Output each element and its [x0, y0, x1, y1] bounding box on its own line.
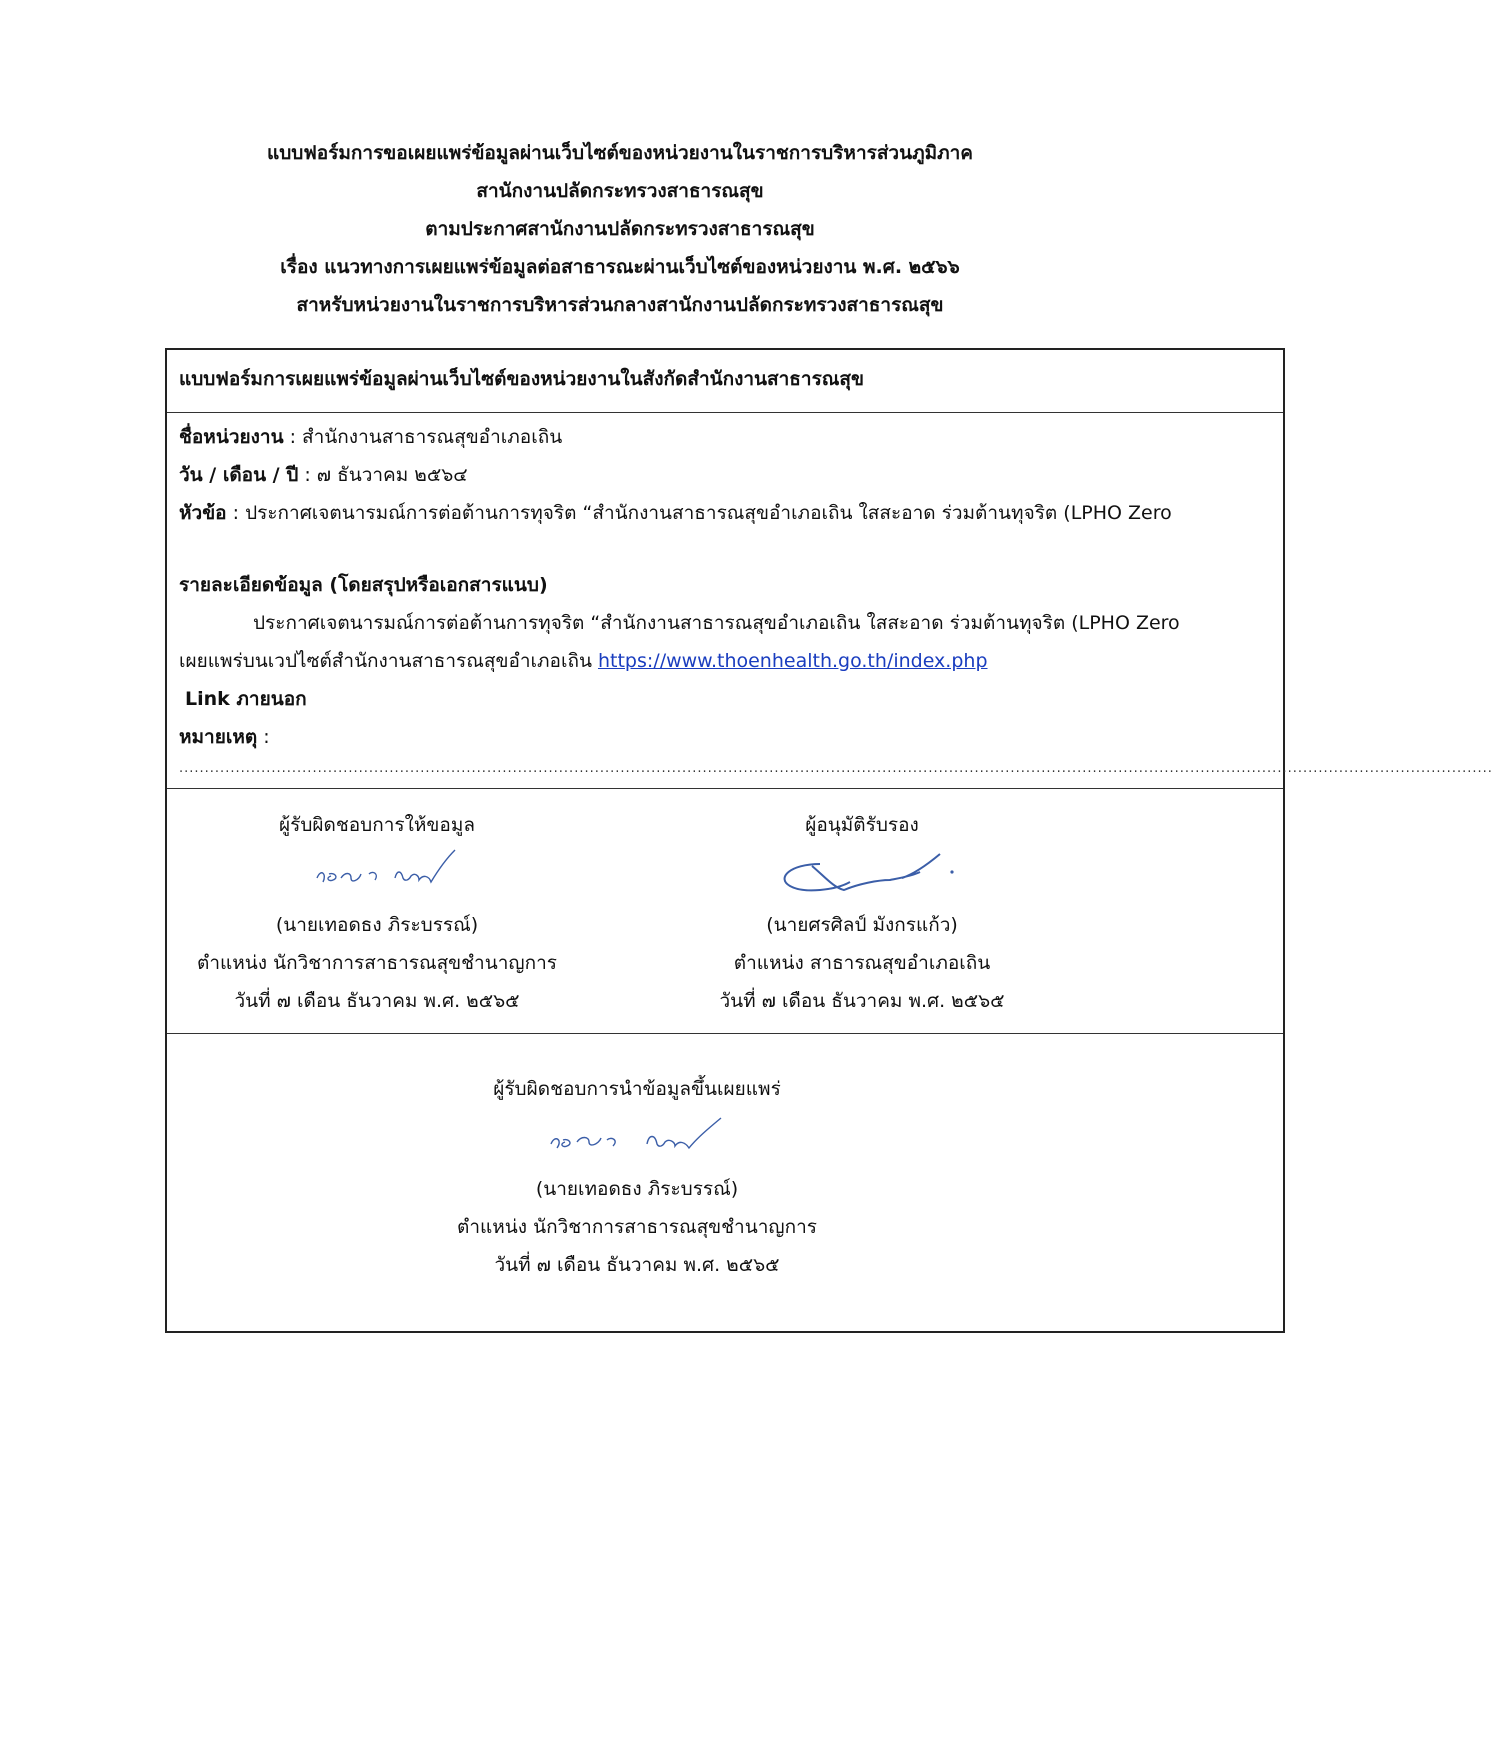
responsible-signature-image — [277, 844, 477, 902]
responsible-position: ตำแหน่ง นักวิชาการสาธารณสุขชำนาญการ — [197, 952, 557, 974]
detail-label: รายละเอียดข้อมูล (โดยสรุปหรือเอกสารแนบ) — [179, 574, 548, 596]
topic-label: หัวข้อ — [179, 502, 227, 524]
publisher-signature-block — [377, 1070, 897, 1284]
date-label: วัน / เดือน / ปี — [179, 464, 299, 486]
responsible-signature-block — [167, 806, 587, 1020]
date-row — [179, 460, 468, 490]
detail-line-2 — [179, 646, 988, 676]
heading-line-5: สาหรับหน่วยงานในราชการบริหารส่วนกลางสานักงานปลัดกระทรวงสาธารณสุข — [296, 294, 944, 316]
document-heading — [0, 134, 1240, 324]
responsible-date: วันที่ ๗ เดือน ธันวาคม พ.ศ. ๒๕๖๕ — [234, 990, 520, 1012]
detail-line-1: ประกาศเจตนารมณ์การต่อต้านการทุจริต “สำนักงานสาธารณสุขอำเภอเถิน ใสสะอาด ร่วมต้านทุจริต (LPHO Zero — [253, 612, 1180, 634]
publisher-position: ตำแหน่ง นักวิชาการสาธารณสุขชำนาญการ — [457, 1216, 817, 1238]
approver-name: (นายศรศิลป์ มังกรแก้ว) — [766, 914, 958, 936]
external-link-label: Link ภายนอก — [185, 688, 307, 710]
form-title: แบบฟอร์มการเผยแพร่ข้อมูลผ่านเว็บไซต์ของหน่วยงานในสังกัดสำนักงานสาธารณสุข — [179, 368, 864, 390]
publisher-date: วันที่ ๗ เดือน ธันวาคม พ.ศ. ๒๕๖๕ — [494, 1254, 780, 1276]
approver-signature-block — [657, 806, 1067, 1020]
topic-value: : ประกาศเจตนารมณ์การต่อต้านการทุจริต “สำนักงานสาธารณสุขอำเภอเถิน ใสสะอาด ร่วมต้านทุจริต (LPHO Zero — [226, 502, 1172, 524]
date-value: : ๗ ธันวาคม ๒๕๖๔ — [298, 464, 468, 486]
approver-signature-image — [742, 844, 982, 902]
detail-line-2-prefix: เผยแพร่บนเวปไซต์สำนักงานสาธารณสุขอำเภอเถิน — [179, 650, 598, 672]
remark-label: หมายเหตุ — [179, 726, 258, 748]
approver-position: ตำแหน่ง สาธารณสุขอำเภอเถิน — [733, 952, 991, 974]
publisher-signature-image — [507, 1108, 767, 1166]
remark-row — [179, 722, 270, 752]
website-link[interactable]: https://www.thoenhealth.go.th/index.php — [597, 650, 988, 672]
heading-line-1: แบบฟอร์มการขอเผยแพร่ข้อมูลผ่านเว็บไซต์ของหน่วยงานในราชการบริหารส่วนภูมิภาค — [266, 142, 974, 164]
publisher-role: ผู้รับผิดชอบการนำข้อมูลขึ้นเผยแพร่ — [493, 1078, 781, 1100]
approver-date: วันที่ ๗ เดือน ธันวาคม พ.ศ. ๒๕๖๕ — [719, 990, 1005, 1012]
heading-line-3: ตามประกาศสานักงานปลัดกระทรวงสาธารณสุข — [425, 218, 815, 240]
responsible-name: (นายเทอดธง ภิระบรรณ์) — [275, 914, 479, 936]
remark-value: : — [257, 726, 270, 748]
section-divider-2 — [167, 1033, 1283, 1034]
dotted-line: ................................................................................................................................................................................................................................................................ — [179, 761, 1493, 776]
publisher-name: (นายเทอดธง ภิระบรรณ์) — [535, 1178, 739, 1200]
form-title-row — [167, 350, 1283, 413]
agency-value: : สำนักงานสาธารณสุขอำเภอเถิน — [283, 426, 563, 448]
section-divider-1 — [167, 788, 1283, 789]
agency-label: ชื่อหน่วยงาน — [179, 426, 284, 448]
topic-row — [179, 498, 1172, 528]
publication-form — [165, 348, 1493, 1333]
heading-line-2: สานักงานปลัดกระทรวงสาธารณสุข — [476, 180, 764, 202]
agency-row — [179, 422, 562, 452]
approver-role: ผู้อนุมัติรับรอง — [805, 814, 919, 836]
responsible-role: ผู้รับผิดชอบการให้ขอมูล — [279, 814, 475, 836]
heading-line-4: เรื่อง แนวทางการเผยแพร่ข้อมูลต่อสาธารณะผ่านเว็บไซต์ของหน่วยงาน พ.ศ. ๒๕๖๖ — [280, 256, 960, 278]
